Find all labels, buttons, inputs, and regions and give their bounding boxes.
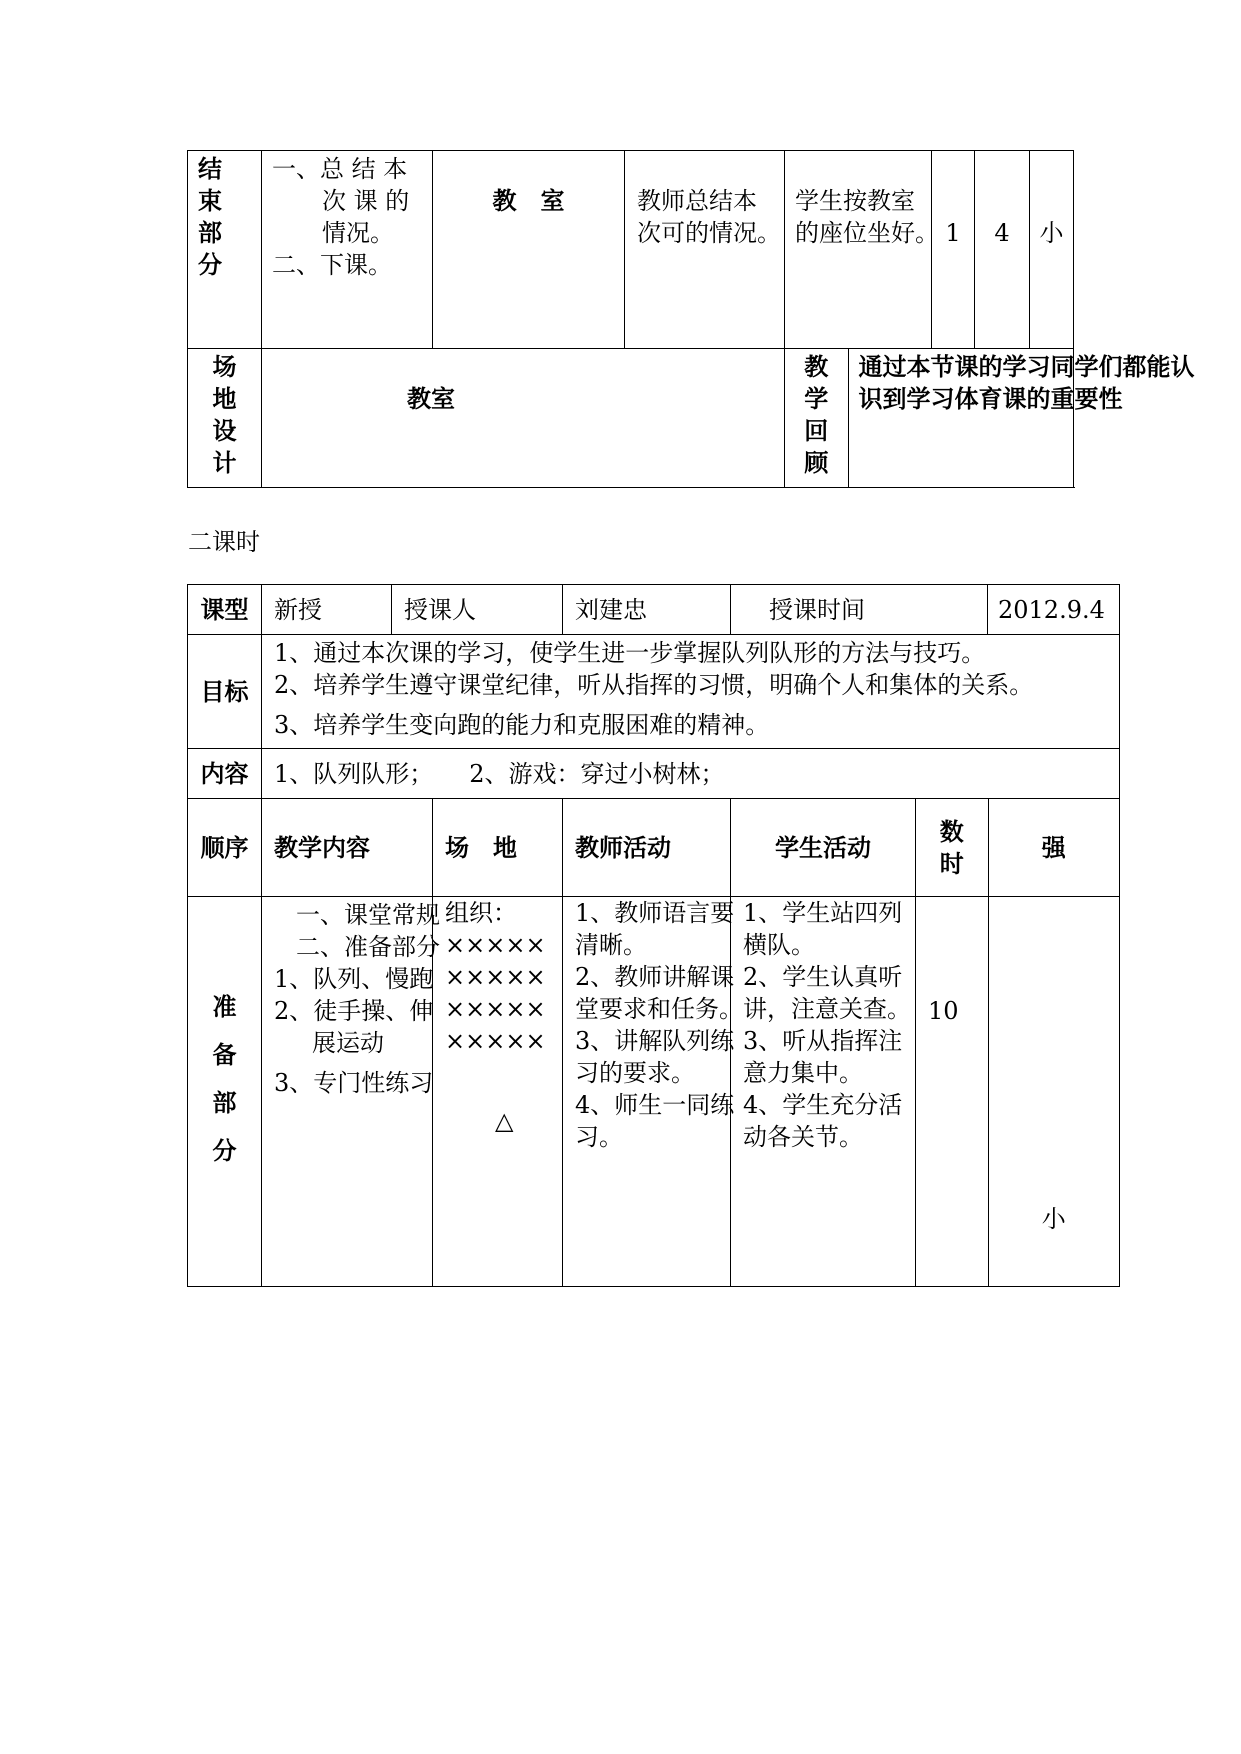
header-venue: 场 地: [433, 799, 563, 897]
teacher-position-marker: △: [495, 1107, 514, 1135]
ending-section-label: 结 束 部 分: [188, 151, 262, 349]
ending-count: 1: [932, 151, 975, 349]
goal-label: 目标: [188, 635, 262, 749]
header-order: 顺序: [188, 799, 262, 897]
header-student-activity: 学生活动: [731, 799, 916, 897]
prep-content: 一、课堂常规 二、准备部分 1、队列、慢跑 2、徒手操、伸 展运动 3、专门性练习: [262, 897, 433, 1287]
prep-student-activities: 1、学生站四列 横队。 2、学生认真听 讲，注意关查。 3、听从指挥注 意力集中。 4、学生充分活 动各关节。: [731, 897, 916, 1287]
formation-row: ×××××: [445, 931, 546, 959]
goals: 1、通过本次课的学习，使学生进一步掌握队列队形的方法与技巧。 2、培养学生遵守课堂纪律，听从指挥的习惯，明确个人和集体的关系。 3、培养学生变向跑的能力和克服困难的精神。: [262, 635, 1120, 749]
ending-section-table: [187, 150, 1195, 488]
formation-row: ×××××: [445, 1027, 546, 1055]
date-label: 授课时间: [731, 585, 988, 635]
date-value: 2012.9.4: [988, 585, 1120, 635]
teacher-value: 刘建忠: [563, 585, 731, 635]
prep-intensity: 小: [1041, 1205, 1066, 1233]
header-count-time: 数 时: [916, 799, 988, 896]
content-value: 1、队列队形； 2、游戏：穿过小树林；: [262, 749, 1120, 799]
ending-teacher-activity: 教师总结本 次可的情况。: [625, 151, 785, 349]
teacher-label: 授课人: [392, 585, 563, 635]
prep-count-intensity: [916, 897, 1120, 1287]
prep-teacher-activities: 1、教师语言要 清晰。 2、教师讲解课 堂要求和任务。 3、讲解队列练 习的要求。 4、师生一同练 习。: [563, 897, 731, 1287]
site-design-value: 教室: [262, 349, 785, 488]
header-intensity: 强: [1041, 833, 1066, 862]
ending-content: 一、总 结 本 次 课 的 情况。 二、下课。: [262, 151, 433, 349]
review-text: 通过本节课的学习同学们都能认 识到学习体育课的重要性: [858, 353, 1195, 413]
site-design-label: 场 地 设 计: [188, 349, 262, 488]
header-teaching-content: 教学内容: [262, 799, 433, 897]
formation-row: ×××××: [445, 963, 546, 991]
lesson-type-label: 课型: [188, 585, 262, 635]
ending-student-activity: 学生按教室 的座位坐好。: [785, 151, 932, 349]
prep-formation: 组织： ××××× ××××× ××××× ××××× △: [433, 897, 563, 1287]
prep-section-label: 准 备 部 分: [188, 897, 262, 1287]
prep-time: 10: [916, 897, 988, 1286]
review-label: 教 学 回 顾: [785, 349, 848, 487]
formation-row: ×××××: [445, 995, 546, 1023]
content-label: 内容: [188, 749, 262, 799]
header-count-intensity: [916, 799, 1120, 897]
ending-time: 4: [975, 151, 1030, 349]
ending-venue: 教 室: [433, 151, 625, 349]
header-teacher-activity: 教师活动: [563, 799, 731, 897]
lesson-plan-table: [187, 584, 1120, 1287]
second-lesson-label: 二课时: [188, 528, 260, 556]
ending-intensity: 小: [1030, 151, 1074, 349]
lesson-type-value: 新授: [262, 585, 392, 635]
review-cell: [785, 349, 1195, 488]
